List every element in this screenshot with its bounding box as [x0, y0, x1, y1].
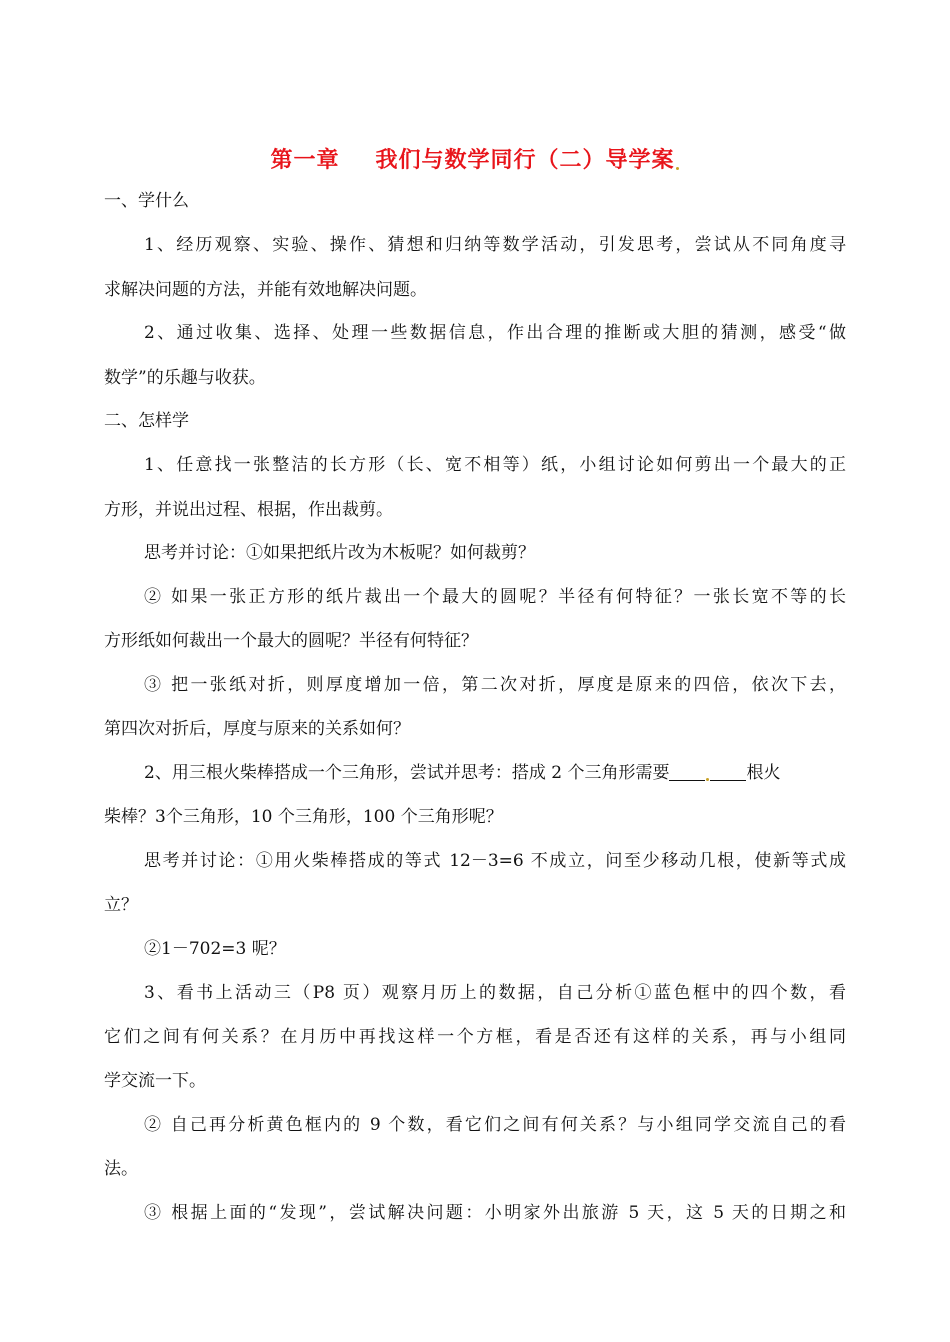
paragraph-line-with-blank: [144, 761, 846, 785]
paragraph-line: 它们之间有何关系？在月历中再找这样一个方框，看是否还有这样的关系，再与小组同: [104, 1027, 846, 1047]
paragraph-line: ②1－702=3 呢？: [144, 939, 286, 959]
paragraph-line: 柴棒？3个三角形，10 个三角形，100 个三角形呢？: [104, 807, 503, 827]
paragraph-line: 数学”的乐趣与收获。: [104, 368, 266, 388]
chapter-label: 第一章: [270, 147, 340, 173]
paragraph-line: 求解决问题的方法，并能有效地解决问题。: [104, 280, 427, 300]
paragraph-line: ③ 把一张纸对折，则厚度增加一倍，第二次对折，厚度是原来的四倍，依次下去，: [144, 675, 846, 695]
paragraph-line: 思考并讨论：①如果把纸片改为木板呢？如何裁剪？: [144, 543, 535, 563]
paragraph-line: 法。: [104, 1159, 138, 1179]
paragraph-line: 学交流一下。: [104, 1071, 206, 1091]
paragraph-line: 3、看书上活动三（P8 页）观察月历上的数据，自己分析①蓝色框中的四个数，看: [144, 983, 846, 1003]
paragraph-line: 1、经历观察、实验、操作、猜想和归纳等数学活动，引发思考，尝试从不同角度寻: [144, 235, 846, 255]
paragraph-line: 立？: [104, 895, 138, 915]
paragraph-line: 方形纸如何裁出一个最大的圆呢？半径有何特征？: [104, 631, 478, 651]
paragraph-line: ② 如果一张正方形的纸片裁出一个最大的圆呢？半径有何特征？一张长宽不等的长: [144, 587, 846, 607]
paragraph-line: 1、任意找一张整洁的长方形（长、宽不相等）纸，小组讨论如何剪出一个最大的正: [144, 455, 846, 475]
paragraph-line: ② 自己再分析黄色框内的 9 个数，看它们之间有何关系？与小组同学交流自己的看: [144, 1115, 846, 1135]
question-text: 2、用三根火柴棒搭成一个三角形，尝试并思考：搭成 2 个三角形需要: [144, 763, 670, 783]
paragraph-line: 第四次对折后，厚度与原来的关系如何？: [104, 719, 410, 739]
paragraph-line: 思考并讨论：①用火柴棒搭成的等式 12－3=6 不成立，问至少移动几根，使新等式成: [144, 851, 846, 871]
question-text-end: 根火: [746, 763, 781, 783]
paragraph-line: ③ 根据上面的“发现”，尝试解决问题：小明家外出旅游 5 天，这 5 天的日期之和: [144, 1203, 846, 1223]
page-title: [0, 143, 950, 174]
answer-blank[interactable]: [710, 764, 746, 781]
section-heading-what: 一、学什么: [104, 191, 189, 211]
paragraph-line: 2、通过收集、选择、处理一些数据信息，作出合理的推断或大胆的猜测，感受“做: [144, 323, 846, 343]
answer-blank[interactable]: [669, 764, 705, 781]
paragraph-line: 方形，并说出过程、根据，作出裁剪。: [104, 500, 393, 520]
section-heading-how: 二、怎样学: [104, 411, 189, 431]
chapter-name: 我们与数学同行（二）导学案: [375, 147, 675, 173]
